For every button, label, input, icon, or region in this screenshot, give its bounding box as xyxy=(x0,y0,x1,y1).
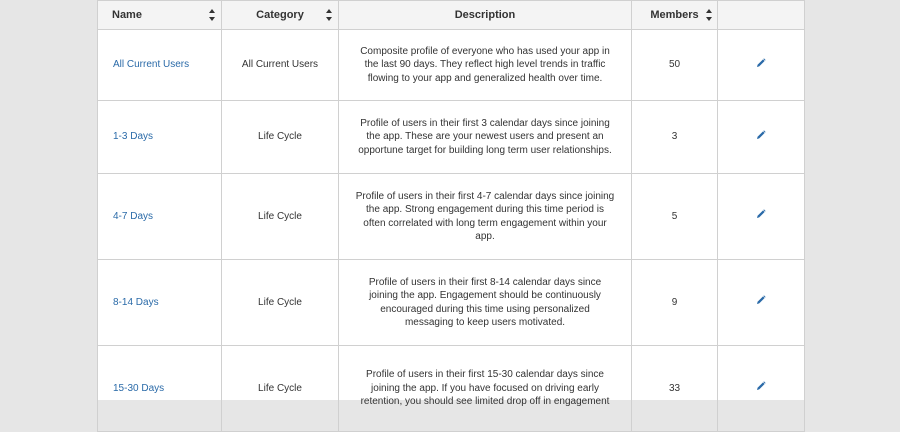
pencil-icon[interactable] xyxy=(756,209,766,219)
segments-table xyxy=(97,0,805,432)
segment-name-link[interactable]: 4-7 Days xyxy=(113,210,154,222)
segment-name-link[interactable]: 15-30 Days xyxy=(113,382,165,394)
table-header-row xyxy=(98,1,805,30)
segment-category: Life Cycle xyxy=(222,101,339,174)
segment-name-cell xyxy=(98,346,222,432)
segment-description: Profile of users in their first 4-7 calendar days since joining the app. Strong engagement during this time period is often correlated with long term engagement within your app. xyxy=(339,174,632,260)
column-header-label: Members xyxy=(650,9,699,21)
segment-name-cell xyxy=(98,260,222,346)
segment-members-count: 3 xyxy=(632,101,718,174)
pencil-icon[interactable] xyxy=(756,295,766,305)
pencil-icon[interactable] xyxy=(756,381,766,391)
segment-members-count: 5 xyxy=(632,174,718,260)
segment-description: Profile of users in their first 8-14 calendar days since joining the app. Engagement should be continuously encouraged during this time using personalized messaging to keep users motivated. xyxy=(339,260,632,346)
segment-description: Profile of users in their first 15-30 calendar days since joining the app. If you have focused on driving early retention, you should see limited drop off in engagement xyxy=(339,346,632,432)
sort-icon[interactable] xyxy=(209,9,215,21)
column-header-name[interactable] xyxy=(98,1,222,30)
table-body xyxy=(98,30,805,432)
column-header-label: Category xyxy=(256,9,304,21)
segment-category: Life Cycle xyxy=(222,260,339,346)
segment-members-count: 9 xyxy=(632,260,718,346)
edit-cell xyxy=(718,30,805,101)
segment-name-cell xyxy=(98,30,222,101)
column-header-description xyxy=(339,1,632,30)
segment-name-link[interactable]: All Current Users xyxy=(113,59,190,71)
segment-category: All Current Users xyxy=(222,30,339,101)
sort-icon[interactable] xyxy=(326,9,332,21)
sort-icon[interactable] xyxy=(706,9,712,21)
table-row xyxy=(98,346,805,432)
table-row xyxy=(98,30,805,101)
column-header-edit xyxy=(718,1,805,30)
segment-name-link[interactable]: 1-3 Days xyxy=(113,131,154,143)
segment-members-count: 50 xyxy=(632,30,718,101)
table-row xyxy=(98,101,805,174)
segment-name-link[interactable]: 8-14 Days xyxy=(113,296,159,308)
column-header-label: Name xyxy=(112,9,142,21)
edit-cell xyxy=(718,174,805,260)
table-row xyxy=(98,174,805,260)
column-header-members[interactable] xyxy=(632,1,718,30)
edit-cell xyxy=(718,346,805,432)
table-row xyxy=(98,260,805,346)
segment-name-cell xyxy=(98,101,222,174)
pencil-icon[interactable] xyxy=(756,130,766,140)
segments-table-container xyxy=(97,0,804,408)
edit-cell xyxy=(718,101,805,174)
edit-cell xyxy=(718,260,805,346)
segment-category: Life Cycle xyxy=(222,174,339,260)
column-header-category[interactable] xyxy=(222,1,339,30)
segment-description: Composite profile of everyone who has used your app in the last 90 days. They reflect high level trends in traffic flowing to your app and generalized health over time. xyxy=(339,30,632,101)
segment-members-count: 33 xyxy=(632,346,718,432)
column-header-label: Description xyxy=(454,9,516,21)
segment-name-cell xyxy=(98,174,222,260)
segment-category: Life Cycle xyxy=(222,346,339,432)
segment-description: Profile of users in their first 3 calendar days since joining the app. These are your newest users and present an opportune target for building long term user relationships. xyxy=(339,101,632,174)
pencil-icon[interactable] xyxy=(756,58,766,68)
